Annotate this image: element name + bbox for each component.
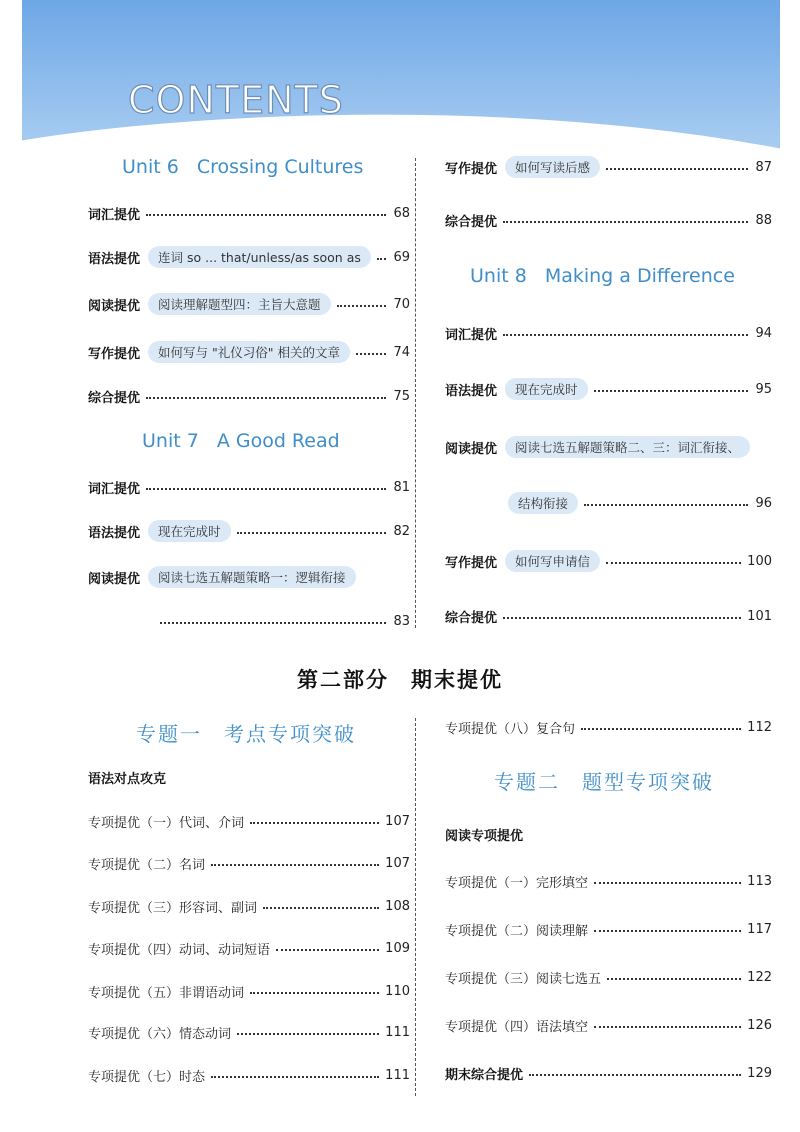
section-heading: 语法对点攻克 (88, 772, 167, 787)
leader-dots (146, 488, 386, 490)
toc-entry[interactable] (445, 550, 772, 572)
leader-dots (606, 562, 741, 564)
page-number: 113 (747, 873, 772, 889)
entry-topic: 连词 so ... that/unless/as soon as (148, 246, 371, 268)
toc-entry[interactable] (88, 476, 410, 498)
toc-entry[interactable] (88, 1021, 410, 1043)
page-number: 94 (755, 325, 772, 341)
toc-entry[interactable] (88, 980, 410, 1002)
leader-dots (211, 1076, 379, 1078)
entry-label: 综合提优 (445, 214, 498, 230)
toc-entry[interactable] (88, 566, 410, 588)
toc-entry[interactable] (445, 436, 772, 458)
toc-entry-continuation[interactable] (160, 610, 410, 632)
page-number: 95 (755, 381, 772, 397)
page-number: 87 (755, 159, 772, 175)
section-heading: 阅读专项提优 (445, 829, 524, 844)
toc-entry[interactable] (445, 1014, 772, 1036)
topic-one-heading (136, 718, 356, 747)
entry-label: 阅读提优 (445, 441, 498, 457)
page-number: 69 (393, 249, 410, 265)
page-number: 126 (747, 1017, 772, 1033)
entry-label: 专项提优（四）语法填空 (445, 1019, 589, 1035)
entry-label: 写作提优 (445, 555, 498, 571)
unit-number: Unit 7 (142, 430, 199, 452)
leader-dots (584, 504, 748, 506)
entry-label: 专项提优（一）代词、介词 (88, 815, 245, 831)
page-number: 129 (747, 1065, 772, 1081)
toc-entry-continuation[interactable] (508, 492, 772, 514)
toc-entry[interactable] (88, 1064, 410, 1086)
entry-label: 词汇提优 (88, 481, 141, 497)
toc-entry[interactable] (88, 293, 410, 315)
toc-entry[interactable] (445, 1062, 772, 1084)
part-two-heading (0, 664, 800, 694)
entry-label: 语法提优 (88, 251, 141, 267)
topic-number: 专题二 (494, 770, 560, 794)
leader-dots (529, 1074, 741, 1076)
toc-entry[interactable] (88, 202, 410, 224)
leader-dots (250, 822, 379, 824)
part-name: 期末提优 (411, 668, 503, 692)
page-number: 111 (385, 1067, 410, 1083)
leader-dots (146, 214, 386, 216)
unit-number: Unit 8 (470, 265, 527, 287)
page-number: 107 (385, 813, 410, 829)
page-number: 117 (747, 921, 772, 937)
entry-label: 写作提优 (88, 346, 141, 362)
page-number: 122 (747, 969, 772, 985)
toc-entry[interactable] (445, 918, 772, 940)
part-number: 第二部分 (297, 668, 389, 692)
page-number: 81 (393, 479, 410, 495)
column-divider-top (415, 158, 416, 628)
entry-topic: 如何写与 "礼仪习俗" 相关的文章 (148, 341, 350, 363)
page-number: 83 (393, 613, 410, 629)
leader-dots (263, 907, 379, 909)
unit-name: Making a Difference (544, 265, 735, 287)
toc-entry[interactable] (445, 716, 772, 738)
page-number: 100 (747, 553, 772, 569)
entry-topic: 阅读七选五解题策略二、三：词汇衔接、 (505, 436, 750, 458)
leader-dots (594, 1026, 741, 1028)
toc-entry[interactable] (88, 810, 410, 832)
entry-label: 综合提优 (445, 610, 498, 626)
entry-topic: 结构衔接 (508, 492, 578, 514)
entry-label: 综合提优 (88, 390, 141, 406)
entry-label: 专项提优（三）阅读七选五 (445, 971, 602, 987)
entry-label: 期末综合提优 (445, 1067, 524, 1083)
leader-dots (503, 221, 748, 223)
entry-label: 阅读提优 (88, 571, 141, 587)
leader-dots (606, 168, 748, 170)
leader-dots (594, 882, 741, 884)
toc-entry[interactable] (445, 605, 772, 627)
toc-entry[interactable] (88, 895, 410, 917)
toc-entry[interactable] (445, 378, 772, 400)
unit-name: Crossing Cultures (196, 156, 364, 178)
leader-dots (146, 397, 386, 399)
unit-number: Unit 6 (122, 156, 179, 178)
toc-entry[interactable] (88, 520, 410, 542)
entry-label: 语法提优 (88, 525, 141, 541)
entry-label: 专项提优（四）动词、动词短语 (88, 942, 271, 958)
entry-topic: 现在完成时 (148, 520, 231, 542)
topic-number: 专题一 (136, 722, 202, 746)
entry-topic: 现在完成时 (505, 378, 588, 400)
topic-two-heading (494, 766, 714, 795)
unit-8-heading (470, 265, 735, 287)
entry-label: 语法提优 (445, 383, 498, 399)
entry-label: 词汇提优 (88, 207, 141, 223)
page-number: 88 (755, 212, 772, 228)
toc-entry[interactable] (445, 870, 772, 892)
leader-dots (503, 617, 741, 619)
toc-entry[interactable] (445, 209, 772, 231)
leader-dots (160, 622, 386, 624)
header-banner (22, 0, 780, 150)
unit-6-heading (122, 156, 363, 178)
leader-dots (581, 728, 741, 730)
toc-entry[interactable] (88, 852, 410, 874)
entry-label: 专项提优（五）非谓语动词 (88, 985, 245, 1001)
page-number: 101 (747, 608, 772, 624)
toc-entry[interactable] (88, 385, 410, 407)
entry-label: 专项提优（二）名词 (88, 857, 206, 873)
unit-name: A Good Read (216, 430, 340, 452)
unit-7-heading (142, 430, 340, 452)
toc-entry[interactable] (88, 246, 410, 268)
page-number: 110 (385, 983, 410, 999)
entry-topic: 如何写申请信 (505, 550, 600, 572)
leader-dots (250, 992, 379, 994)
leader-dots (594, 390, 748, 392)
page-number: 74 (393, 344, 410, 360)
toc-entry[interactable] (445, 322, 772, 344)
entry-topic: 阅读七选五解题策略一：逻辑衔接 (148, 566, 356, 588)
toc-entry[interactable] (445, 966, 772, 988)
page-number: 70 (393, 296, 410, 312)
leader-dots (276, 949, 379, 951)
entry-label: 专项提优（七）时态 (88, 1069, 206, 1085)
leader-dots (594, 930, 741, 932)
leader-dots (237, 532, 386, 534)
entry-label: 专项提优（八）复合句 (445, 721, 576, 737)
page-number: 112 (747, 719, 772, 735)
leader-dots (337, 305, 386, 307)
leader-dots (356, 353, 386, 355)
page-number: 108 (385, 898, 410, 914)
page-number: 96 (755, 495, 772, 511)
entry-label: 写作提优 (445, 161, 498, 177)
entry-label: 专项提优（三）形容词、副词 (88, 900, 258, 916)
entry-label: 专项提优（一）完形填空 (445, 875, 589, 891)
entry-label: 阅读提优 (88, 298, 141, 314)
leader-dots (237, 1033, 379, 1035)
page-number: 107 (385, 855, 410, 871)
page-number: 82 (393, 523, 410, 539)
page-title: CONTENTS (128, 78, 344, 122)
toc-entry[interactable] (88, 937, 410, 959)
entry-label: 词汇提优 (445, 327, 498, 343)
leader-dots (607, 978, 741, 980)
leader-dots (377, 258, 386, 260)
entry-topic: 如何写读后感 (505, 156, 600, 178)
leader-dots (503, 334, 748, 336)
entry-topic: 阅读理解题型四：主旨大意题 (148, 293, 331, 315)
leader-dots (211, 864, 379, 866)
toc-entry[interactable] (445, 156, 772, 178)
page-number: 68 (393, 205, 410, 221)
topic-name: 题型专项突破 (582, 770, 714, 794)
page-number: 111 (385, 1024, 410, 1040)
toc-entry[interactable] (88, 341, 410, 363)
page-number: 75 (393, 388, 410, 404)
entry-label: 专项提优（二）阅读理解 (445, 923, 589, 939)
topic-name: 考点专项突破 (224, 722, 356, 746)
column-divider-bottom (415, 718, 416, 1096)
entry-label: 专项提优（六）情态动词 (88, 1026, 232, 1042)
page-number: 109 (385, 940, 410, 956)
